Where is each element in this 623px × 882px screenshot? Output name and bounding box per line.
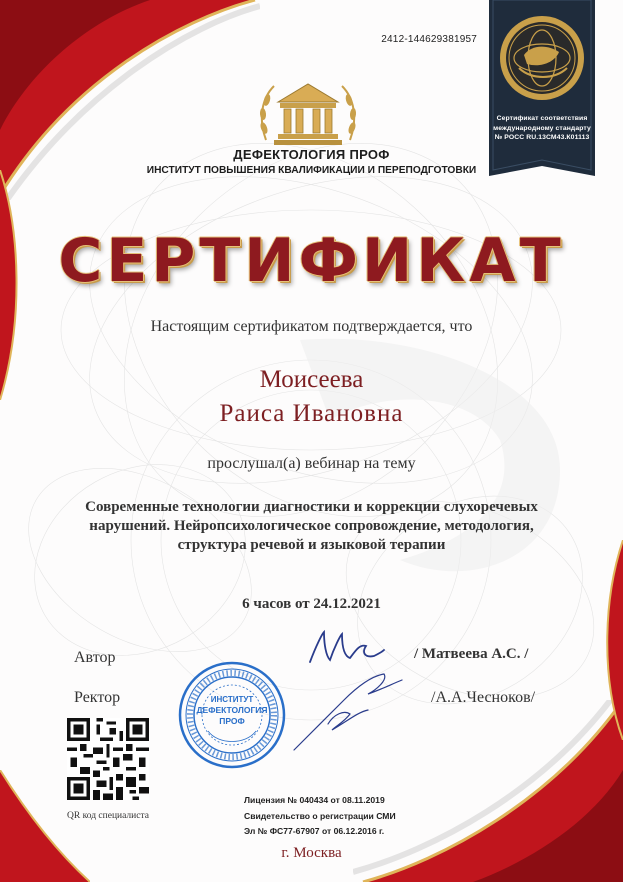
stamp-line: ПРОФ xyxy=(219,716,245,726)
rector-label: Ректор xyxy=(74,689,121,706)
certificate-title: СЕРТИФИКАТ xyxy=(58,226,565,296)
stamp-line: ИНСТИТУТ xyxy=(210,695,254,704)
topic-line: Современные технологии диагностики и коррекции слухоречевых xyxy=(85,499,538,515)
right-ribbon xyxy=(583,540,623,740)
organization-name: ДЕФЕКТОЛОГИЯ ПРОФ xyxy=(233,147,390,162)
license-info xyxy=(244,793,396,840)
recipient-given-names: Раиса Ивановна xyxy=(219,400,404,427)
webinar-intro-text: прослушал(а) вебинар на тему xyxy=(207,455,416,472)
recipient-surname: Моисеева xyxy=(259,366,364,393)
badge-caption xyxy=(489,114,595,143)
badge-line: Сертификат соответствия xyxy=(496,115,588,122)
city: г. Москва xyxy=(281,845,342,861)
author-label: Автор xyxy=(74,649,116,666)
stamp-center-text xyxy=(196,694,268,727)
badge-line: № РОСС RU.13СМ43.К01113 xyxy=(494,134,590,141)
badge-line: международному стандарту xyxy=(493,124,591,132)
stamp-line: ДЕФЕКТОЛОГИЯ xyxy=(196,705,268,715)
organization-subtitle: ИНСТИТУТ ПОВЫШЕНИЯ КВАЛИФИКАЦИИ И ПЕРЕПОДГОТОВКИ xyxy=(146,165,477,176)
certificate-number: 2412-144629381957 xyxy=(381,34,477,45)
rector-name: /А.А.Чесноков/ xyxy=(431,689,536,706)
webinar-topic xyxy=(60,498,563,555)
institute-logo xyxy=(258,78,358,150)
author-signature xyxy=(306,626,386,668)
topic-line: структура речевой и языковой терапии xyxy=(177,537,446,553)
license-line: Эл № ФС77-67907 от 06.12.2016 г. xyxy=(244,826,385,836)
rector-signature xyxy=(288,666,408,756)
qr-code xyxy=(67,718,149,800)
license-line: Лицензия № 040434 от 08.11.2019 xyxy=(244,795,385,805)
topic-line: нарушений. Нейропсихологическое сопровождение, методология, xyxy=(89,518,534,534)
license-line: Свидетельство о регистрации СМИ xyxy=(244,810,396,821)
author-name: / Матвеева А.С. / xyxy=(414,646,529,662)
confirmation-text: Настоящим сертификатом подтверждается, что xyxy=(150,318,473,335)
qr-code-label: QR код специалиста xyxy=(67,811,149,821)
hours-and-date: 6 часов от 24.12.2021 xyxy=(242,596,381,612)
